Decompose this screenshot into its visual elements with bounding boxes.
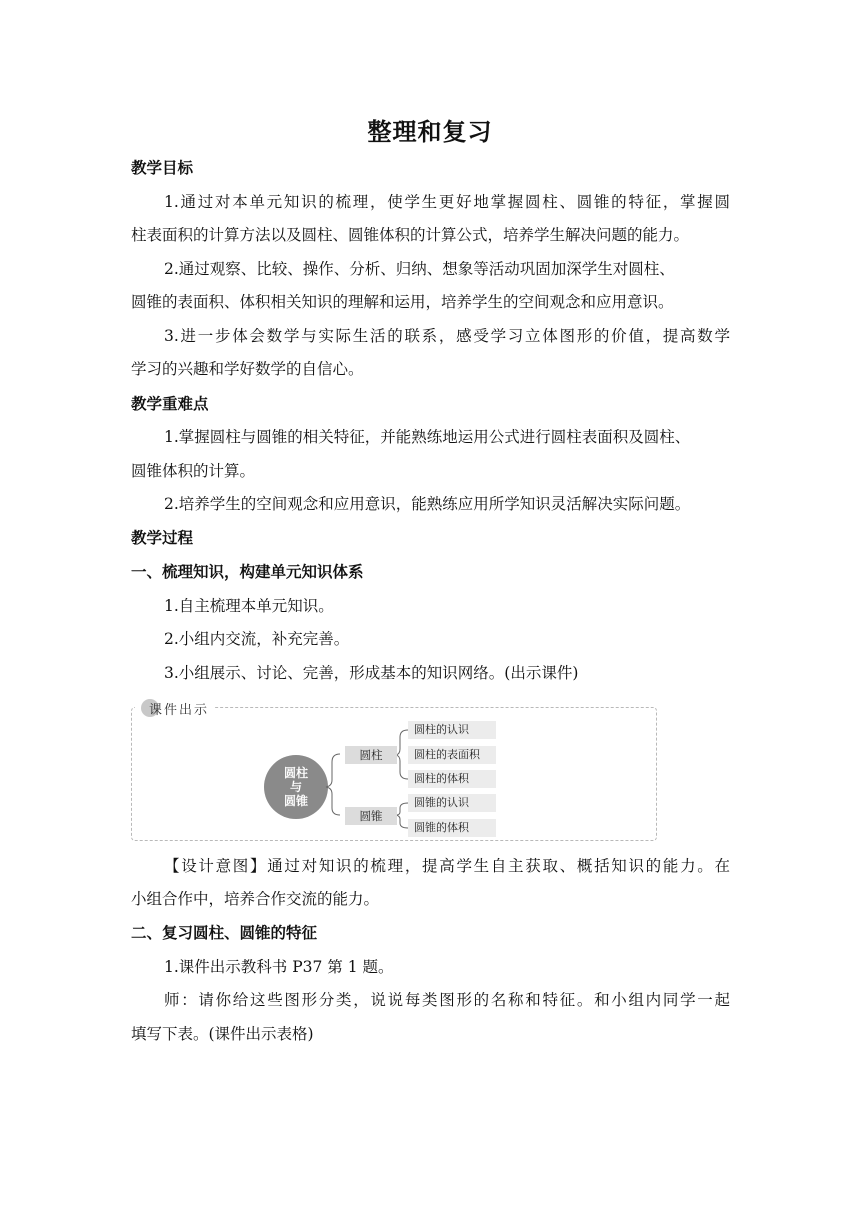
teacher-line-1: 师：请你给这些图形分类，说说每类图形的名称和特征。和小组内同学一起 xyxy=(164,991,730,1009)
design-intent-line-2: 小组合作中，培养合作交流的能力。 xyxy=(131,890,380,908)
teacher-line-2: 填写下表。(课件出示表格) xyxy=(131,1025,314,1043)
objective-2-line-1: 2.通过观察、比较、操作、分析、归纳、想象等活动巩固加深学生对圆柱、 xyxy=(164,260,675,278)
objective-2-line-2: 圆锥的表面积、体积相关知识的理解和运用，培养学生的空间观念和应用意识。 xyxy=(131,293,674,311)
branch-cylinder: 圆柱 xyxy=(345,746,397,764)
center-line-1: 圆柱 xyxy=(283,766,308,780)
leaf-cone-recognition: 圆锥的认识 xyxy=(408,794,496,812)
keypoint-1-line-2: 圆锥体积的计算。 xyxy=(131,462,256,480)
process-heading: 教学过程 xyxy=(131,529,194,547)
objective-3-line-2: 学习的兴趣和学好数学的自信心。 xyxy=(131,360,364,378)
leaf-cylinder-recognition: 圆柱的认识 xyxy=(408,721,496,739)
objective-1-line-2: 柱表面积的计算方法以及圆柱、圆锥体积的计算公式，培养学生解决问题的能力。 xyxy=(131,226,690,244)
section-1-item-3: 3.小组展示、讨论、完善，形成基本的知识网络。(出示课件) xyxy=(164,664,579,682)
leaf-cylinder-volume: 圆柱的体积 xyxy=(408,770,496,788)
keypoint-2-line-1: 2.培养学生的空间观念和应用意识，能熟练应用所学知识灵活解决实际问题。 xyxy=(164,495,691,513)
leaf-cylinder-surface-area: 圆柱的表面积 xyxy=(408,746,496,764)
section-2-heading: 二、复习圆柱、圆锥的特征 xyxy=(131,924,318,942)
leaf-cone-volume: 圆锥的体积 xyxy=(408,819,496,837)
branch-cone: 圆锥 xyxy=(345,807,397,825)
objective-3-line-1: 3.进一步体会数学与实际生活的联系，感受学习立体图形的价值，提高数学 xyxy=(164,327,730,345)
objectives-heading: 教学目标 xyxy=(131,159,194,177)
keypoint-1-line-1: 1.掌握圆柱与圆锥的相关特征，并能熟练地运用公式进行圆柱表面积及圆柱、 xyxy=(164,428,691,446)
section-1-item-2: 2.小组内交流，补充完善。 xyxy=(164,630,350,648)
center-line-3: 圆锥 xyxy=(283,794,308,808)
page-title: 整理和复习 xyxy=(367,118,493,146)
section-2-item-1: 1.课件出示教科书 P37 第 1 题。 xyxy=(164,958,394,976)
section-1-heading: 一、梳理知识，构建单元知识体系 xyxy=(131,563,364,581)
courseware-tag-label: 课件出示 xyxy=(149,703,210,718)
keypoints-heading: 教学重难点 xyxy=(131,395,209,413)
center-line-2: 与 xyxy=(289,780,302,794)
design-intent-line-1: 【设计意图】通过对知识的梳理，提高学生自主获取、概括知识的能力。在 xyxy=(164,857,730,875)
section-1-item-1: 1.自主梳理本单元知识。 xyxy=(164,597,334,615)
objective-1-line-1: 1.通过对本单元知识的梳理，使学生更好地掌握圆柱、圆锥的特征，掌握圆 xyxy=(164,193,730,211)
